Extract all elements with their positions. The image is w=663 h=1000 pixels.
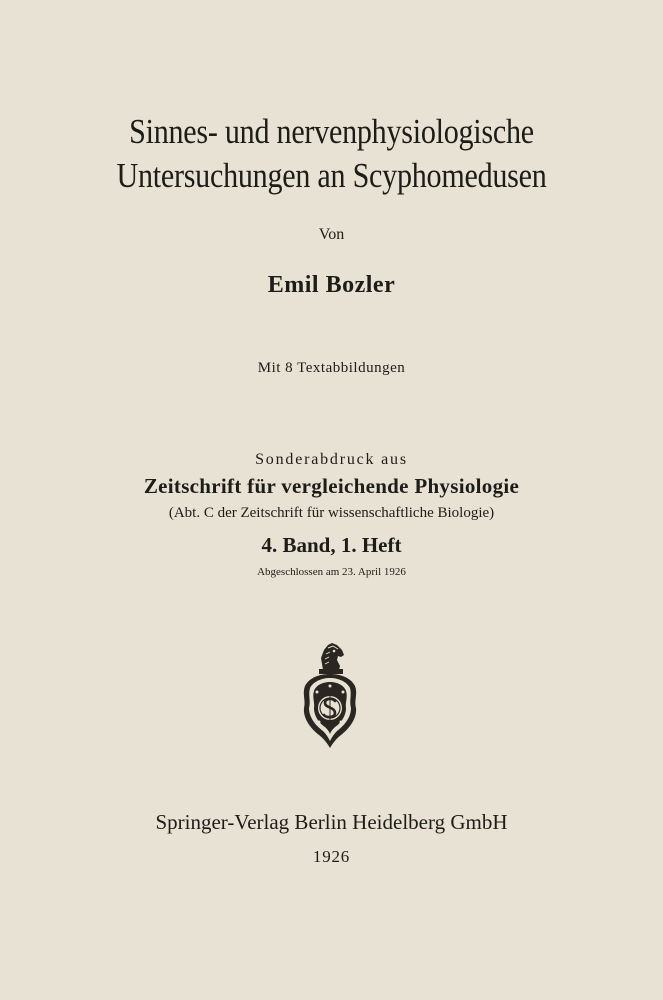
publication-year: 1926 bbox=[312, 847, 351, 866]
springer-knight-logo-icon bbox=[297, 640, 363, 755]
journal-subtitle: (Abt. C der Zeitschrift für wissenschaftliche Biologie) bbox=[168, 505, 495, 521]
publisher-name: Springer-Verlag Berlin Heidelberg GmbH bbox=[155, 810, 508, 834]
offprint-label: Sonderabdruck aus bbox=[255, 451, 408, 468]
by-label: Von bbox=[318, 226, 345, 243]
author-name: Emil Bozler bbox=[267, 272, 396, 298]
closed-date: Abgeschlossen am 23. April 1926 bbox=[257, 566, 406, 578]
figures-note: Mit 8 Textabbildungen bbox=[257, 360, 406, 376]
volume-issue: 4. Band, 1. Heft bbox=[261, 533, 402, 557]
title-line-2: Untersuchungen an Scyphomedusen bbox=[116, 156, 547, 195]
title-line-1: Sinnes- und nervenphysiologische bbox=[129, 112, 534, 151]
journal-title: Zeitschrift für vergleichende Physiologie bbox=[143, 474, 520, 498]
